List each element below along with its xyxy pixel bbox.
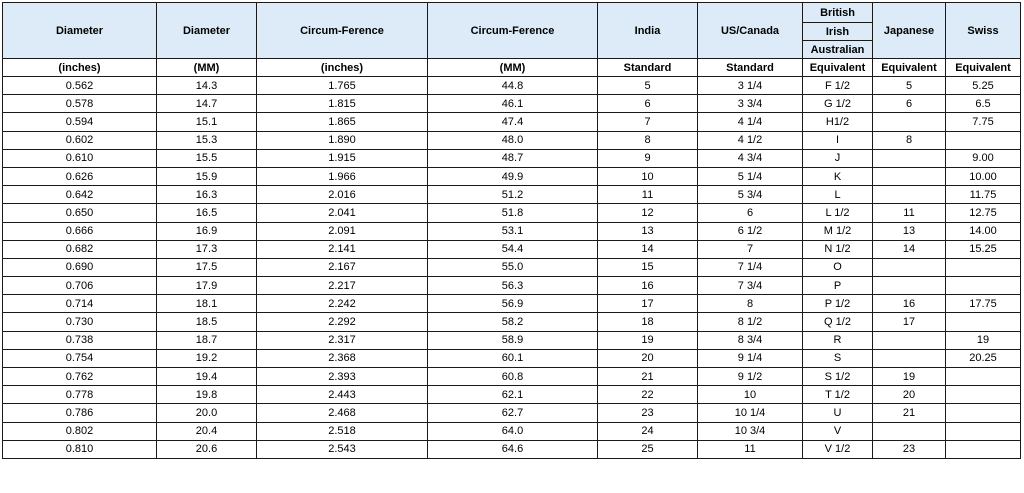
table-row bbox=[3, 422, 1021, 440]
table-cell: 17.9 bbox=[157, 277, 257, 295]
table-cell: 21 bbox=[873, 404, 946, 422]
table-cell: 14.3 bbox=[157, 77, 257, 95]
table-cell: 16.5 bbox=[157, 204, 257, 222]
table-row bbox=[3, 258, 1021, 276]
table-cell bbox=[873, 349, 946, 367]
table-cell: 19.4 bbox=[157, 368, 257, 386]
table-cell: 0.714 bbox=[3, 295, 157, 313]
unit-cell: (MM) bbox=[157, 59, 257, 77]
table-row bbox=[3, 204, 1021, 222]
table-cell bbox=[873, 277, 946, 295]
unit-cell: Equivalent bbox=[803, 59, 873, 77]
table-cell: 19 bbox=[873, 368, 946, 386]
table-cell: 10 1/4 bbox=[698, 404, 803, 422]
unit-cell: Equivalent bbox=[873, 59, 946, 77]
table-cell: 0.730 bbox=[3, 313, 157, 331]
table-cell: 56.9 bbox=[428, 295, 598, 313]
table-cell: 7.75 bbox=[946, 113, 1021, 131]
table-cell: 18.5 bbox=[157, 313, 257, 331]
table-cell: 0.754 bbox=[3, 349, 157, 367]
table-cell: K bbox=[803, 167, 873, 185]
table-row bbox=[3, 167, 1021, 185]
table-cell: 13 bbox=[873, 222, 946, 240]
table-cell: 15.25 bbox=[946, 240, 1021, 258]
table-cell: 0.690 bbox=[3, 258, 157, 276]
table-cell: 25 bbox=[598, 440, 698, 458]
table-cell: 5.25 bbox=[946, 77, 1021, 95]
table-cell: 58.9 bbox=[428, 331, 598, 349]
table-cell: 20.0 bbox=[157, 404, 257, 422]
table-cell: 10 bbox=[698, 386, 803, 404]
table-cell: 46.1 bbox=[428, 95, 598, 113]
table-cell: 18.7 bbox=[157, 331, 257, 349]
table-cell: 2.518 bbox=[257, 422, 428, 440]
table-cell: 17 bbox=[598, 295, 698, 313]
table-cell bbox=[873, 331, 946, 349]
table-cell: 6 1/2 bbox=[698, 222, 803, 240]
table-cell: 64.0 bbox=[428, 422, 598, 440]
table-cell: 11.75 bbox=[946, 186, 1021, 204]
table-cell bbox=[946, 422, 1021, 440]
table-cell: 48.0 bbox=[428, 131, 598, 149]
table-cell: 18 bbox=[598, 313, 698, 331]
table-cell: 2.217 bbox=[257, 277, 428, 295]
table-cell: 22 bbox=[598, 386, 698, 404]
table-row bbox=[3, 386, 1021, 404]
table-cell: 9 bbox=[598, 149, 698, 167]
table-cell: 17.75 bbox=[946, 295, 1021, 313]
header-diameter-mm: Diameter bbox=[157, 3, 257, 59]
table-cell: 0.802 bbox=[3, 422, 157, 440]
table-cell: 17.3 bbox=[157, 240, 257, 258]
table-cell: 2.167 bbox=[257, 258, 428, 276]
table-cell: 19.8 bbox=[157, 386, 257, 404]
table-cell: 2.468 bbox=[257, 404, 428, 422]
table-cell: 6.5 bbox=[946, 95, 1021, 113]
table-cell: 0.706 bbox=[3, 277, 157, 295]
table-row bbox=[3, 222, 1021, 240]
table-cell: L 1/2 bbox=[803, 204, 873, 222]
table-cell: 16.9 bbox=[157, 222, 257, 240]
table-cell: 0.682 bbox=[3, 240, 157, 258]
table-cell: 10.00 bbox=[946, 167, 1021, 185]
table-cell bbox=[946, 404, 1021, 422]
table-cell: 2.317 bbox=[257, 331, 428, 349]
table-cell: F 1/2 bbox=[803, 77, 873, 95]
table-cell: 20 bbox=[598, 349, 698, 367]
table-cell: 8 bbox=[873, 131, 946, 149]
table-cell: 1.765 bbox=[257, 77, 428, 95]
table-cell: 7 bbox=[698, 240, 803, 258]
table-cell: 3 1/4 bbox=[698, 77, 803, 95]
header-us-canada: US/Canada bbox=[698, 3, 803, 59]
table-cell: 19 bbox=[598, 331, 698, 349]
table-cell: 7 bbox=[598, 113, 698, 131]
header-swiss: Swiss bbox=[946, 3, 1021, 59]
table-row bbox=[3, 149, 1021, 167]
table-cell: 5 3/4 bbox=[698, 186, 803, 204]
table-cell: H1/2 bbox=[803, 113, 873, 131]
table-row bbox=[3, 331, 1021, 349]
unit-cell: Standard bbox=[698, 59, 803, 77]
table-cell: 1.966 bbox=[257, 167, 428, 185]
ring-size-table bbox=[2, 2, 1021, 459]
table-cell: 1.865 bbox=[257, 113, 428, 131]
unit-cell: Standard bbox=[598, 59, 698, 77]
table-cell: J bbox=[803, 149, 873, 167]
table-cell: 17 bbox=[873, 313, 946, 331]
table-cell bbox=[946, 386, 1021, 404]
table-cell: 9 1/4 bbox=[698, 349, 803, 367]
table-cell: 8 bbox=[698, 295, 803, 313]
header-irish: Irish bbox=[803, 23, 873, 41]
table-cell: 5 bbox=[873, 77, 946, 95]
table-cell: V 1/2 bbox=[803, 440, 873, 458]
table-row bbox=[3, 113, 1021, 131]
header-circumference-inches: Circum-Ference bbox=[257, 3, 428, 59]
table-cell: 5 1/4 bbox=[698, 167, 803, 185]
table-cell: 0.602 bbox=[3, 131, 157, 149]
table-cell bbox=[946, 131, 1021, 149]
table-row bbox=[3, 277, 1021, 295]
table-body bbox=[3, 77, 1021, 459]
table-cell: T 1/2 bbox=[803, 386, 873, 404]
table-cell: 14 bbox=[873, 240, 946, 258]
table-cell: 24 bbox=[598, 422, 698, 440]
table-cell: 7 1/4 bbox=[698, 258, 803, 276]
table-cell: 0.810 bbox=[3, 440, 157, 458]
table-row bbox=[3, 404, 1021, 422]
table-row bbox=[3, 77, 1021, 95]
table-cell: 0.562 bbox=[3, 77, 157, 95]
table-cell bbox=[873, 258, 946, 276]
unit-cell: (inches) bbox=[257, 59, 428, 77]
table-cell: G 1/2 bbox=[803, 95, 873, 113]
table-cell: 0.578 bbox=[3, 95, 157, 113]
table-cell: P 1/2 bbox=[803, 295, 873, 313]
table-cell: 2.141 bbox=[257, 240, 428, 258]
table-cell: S 1/2 bbox=[803, 368, 873, 386]
table-cell: 10 3/4 bbox=[698, 422, 803, 440]
table-cell: 12.75 bbox=[946, 204, 1021, 222]
table-cell: 11 bbox=[698, 440, 803, 458]
table-cell: 16.3 bbox=[157, 186, 257, 204]
table-cell: 48.7 bbox=[428, 149, 598, 167]
table-cell: V bbox=[803, 422, 873, 440]
table-cell: 0.786 bbox=[3, 404, 157, 422]
table-row bbox=[3, 313, 1021, 331]
table-cell: 51.8 bbox=[428, 204, 598, 222]
table-cell: 2.091 bbox=[257, 222, 428, 240]
unit-cell: Equivalent bbox=[946, 59, 1021, 77]
table-cell: 0.666 bbox=[3, 222, 157, 240]
table-cell: 2.292 bbox=[257, 313, 428, 331]
table-cell: 15.9 bbox=[157, 167, 257, 185]
header-circumference-mm: Circum-Ference bbox=[428, 3, 598, 59]
table-cell: 20.4 bbox=[157, 422, 257, 440]
table-cell: 0.738 bbox=[3, 331, 157, 349]
table-cell: 4 3/4 bbox=[698, 149, 803, 167]
table-cell: 60.1 bbox=[428, 349, 598, 367]
table-cell bbox=[873, 113, 946, 131]
table-cell: 0.642 bbox=[3, 186, 157, 204]
table-row bbox=[3, 440, 1021, 458]
table-cell: 3 3/4 bbox=[698, 95, 803, 113]
table-cell: 14 bbox=[598, 240, 698, 258]
table-cell: 0.762 bbox=[3, 368, 157, 386]
table-cell: 0.594 bbox=[3, 113, 157, 131]
table-cell: 5 bbox=[598, 77, 698, 95]
table-cell: 8 3/4 bbox=[698, 331, 803, 349]
table-cell: 21 bbox=[598, 368, 698, 386]
table-cell: M 1/2 bbox=[803, 222, 873, 240]
table-cell: 23 bbox=[873, 440, 946, 458]
table-cell: 15.3 bbox=[157, 131, 257, 149]
table-cell: 4 1/4 bbox=[698, 113, 803, 131]
table-cell: 4 1/2 bbox=[698, 131, 803, 149]
table-cell: 8 1/2 bbox=[698, 313, 803, 331]
table-cell: 0.626 bbox=[3, 167, 157, 185]
unit-cell: (MM) bbox=[428, 59, 598, 77]
header-australian: Australian bbox=[803, 41, 873, 59]
table-cell bbox=[946, 277, 1021, 295]
table-cell: 44.8 bbox=[428, 77, 598, 95]
table-cell: 53.1 bbox=[428, 222, 598, 240]
table-cell: 0.778 bbox=[3, 386, 157, 404]
table-cell: 13 bbox=[598, 222, 698, 240]
table-cell: 64.6 bbox=[428, 440, 598, 458]
table-cell: 2.242 bbox=[257, 295, 428, 313]
table-header bbox=[3, 3, 1021, 77]
table-cell: 20.6 bbox=[157, 440, 257, 458]
table-cell: 11 bbox=[873, 204, 946, 222]
table-cell: 62.1 bbox=[428, 386, 598, 404]
table-cell: 6 bbox=[598, 95, 698, 113]
table-cell: 16 bbox=[873, 295, 946, 313]
table-cell bbox=[873, 186, 946, 204]
table-cell: 60.8 bbox=[428, 368, 598, 386]
table-row bbox=[3, 240, 1021, 258]
table-cell: N 1/2 bbox=[803, 240, 873, 258]
table-cell: 15.1 bbox=[157, 113, 257, 131]
table-cell: I bbox=[803, 131, 873, 149]
table-cell: 55.0 bbox=[428, 258, 598, 276]
table-cell: 8 bbox=[598, 131, 698, 149]
table-cell: L bbox=[803, 186, 873, 204]
table-cell: 1.890 bbox=[257, 131, 428, 149]
table-cell bbox=[946, 258, 1021, 276]
header-british: British bbox=[803, 3, 873, 23]
table-cell: 58.2 bbox=[428, 313, 598, 331]
table-cell: 2.393 bbox=[257, 368, 428, 386]
table-cell: 19.2 bbox=[157, 349, 257, 367]
table-cell: 12 bbox=[598, 204, 698, 222]
table-cell: 2.016 bbox=[257, 186, 428, 204]
table-cell bbox=[946, 368, 1021, 386]
header-japanese: Japanese bbox=[873, 3, 946, 59]
table-cell: 2.543 bbox=[257, 440, 428, 458]
table-cell: 0.650 bbox=[3, 204, 157, 222]
table-row bbox=[3, 95, 1021, 113]
table-cell: 56.3 bbox=[428, 277, 598, 295]
table-cell: Q 1/2 bbox=[803, 313, 873, 331]
header-india: India bbox=[598, 3, 698, 59]
table-cell: U bbox=[803, 404, 873, 422]
header-diameter-inches: Diameter bbox=[3, 3, 157, 59]
table-cell: 54.4 bbox=[428, 240, 598, 258]
table-cell: 19 bbox=[946, 331, 1021, 349]
table-cell: 6 bbox=[698, 204, 803, 222]
table-cell bbox=[946, 313, 1021, 331]
table-cell: 49.9 bbox=[428, 167, 598, 185]
unit-cell: (inches) bbox=[3, 59, 157, 77]
table-cell: 9 1/2 bbox=[698, 368, 803, 386]
table-cell: R bbox=[803, 331, 873, 349]
table-cell: 2.443 bbox=[257, 386, 428, 404]
table-cell: 0.610 bbox=[3, 149, 157, 167]
table-cell: 51.2 bbox=[428, 186, 598, 204]
units-row bbox=[3, 59, 1021, 77]
table-cell: 15 bbox=[598, 258, 698, 276]
table-cell: 6 bbox=[873, 95, 946, 113]
table-cell: 2.041 bbox=[257, 204, 428, 222]
table-cell: 7 3/4 bbox=[698, 277, 803, 295]
table-cell: 23 bbox=[598, 404, 698, 422]
table-cell: 1.815 bbox=[257, 95, 428, 113]
table-row bbox=[3, 349, 1021, 367]
table-cell: S bbox=[803, 349, 873, 367]
table-cell: 62.7 bbox=[428, 404, 598, 422]
table-cell: 14.7 bbox=[157, 95, 257, 113]
table-cell: P bbox=[803, 277, 873, 295]
table-cell: O bbox=[803, 258, 873, 276]
table-cell bbox=[946, 440, 1021, 458]
table-cell bbox=[873, 167, 946, 185]
table-cell: 14.00 bbox=[946, 222, 1021, 240]
table-cell bbox=[873, 149, 946, 167]
table-cell: 47.4 bbox=[428, 113, 598, 131]
table-cell: 9.00 bbox=[946, 149, 1021, 167]
table-cell: 20 bbox=[873, 386, 946, 404]
table-cell bbox=[873, 422, 946, 440]
table-cell: 10 bbox=[598, 167, 698, 185]
table-cell: 16 bbox=[598, 277, 698, 295]
table-cell: 2.368 bbox=[257, 349, 428, 367]
table-cell: 15.5 bbox=[157, 149, 257, 167]
table-cell: 18.1 bbox=[157, 295, 257, 313]
table-cell: 1.915 bbox=[257, 149, 428, 167]
table-cell: 11 bbox=[598, 186, 698, 204]
table-row bbox=[3, 368, 1021, 386]
table-row bbox=[3, 295, 1021, 313]
table-row bbox=[3, 131, 1021, 149]
table-cell: 17.5 bbox=[157, 258, 257, 276]
table-row bbox=[3, 186, 1021, 204]
table-cell: 20.25 bbox=[946, 349, 1021, 367]
